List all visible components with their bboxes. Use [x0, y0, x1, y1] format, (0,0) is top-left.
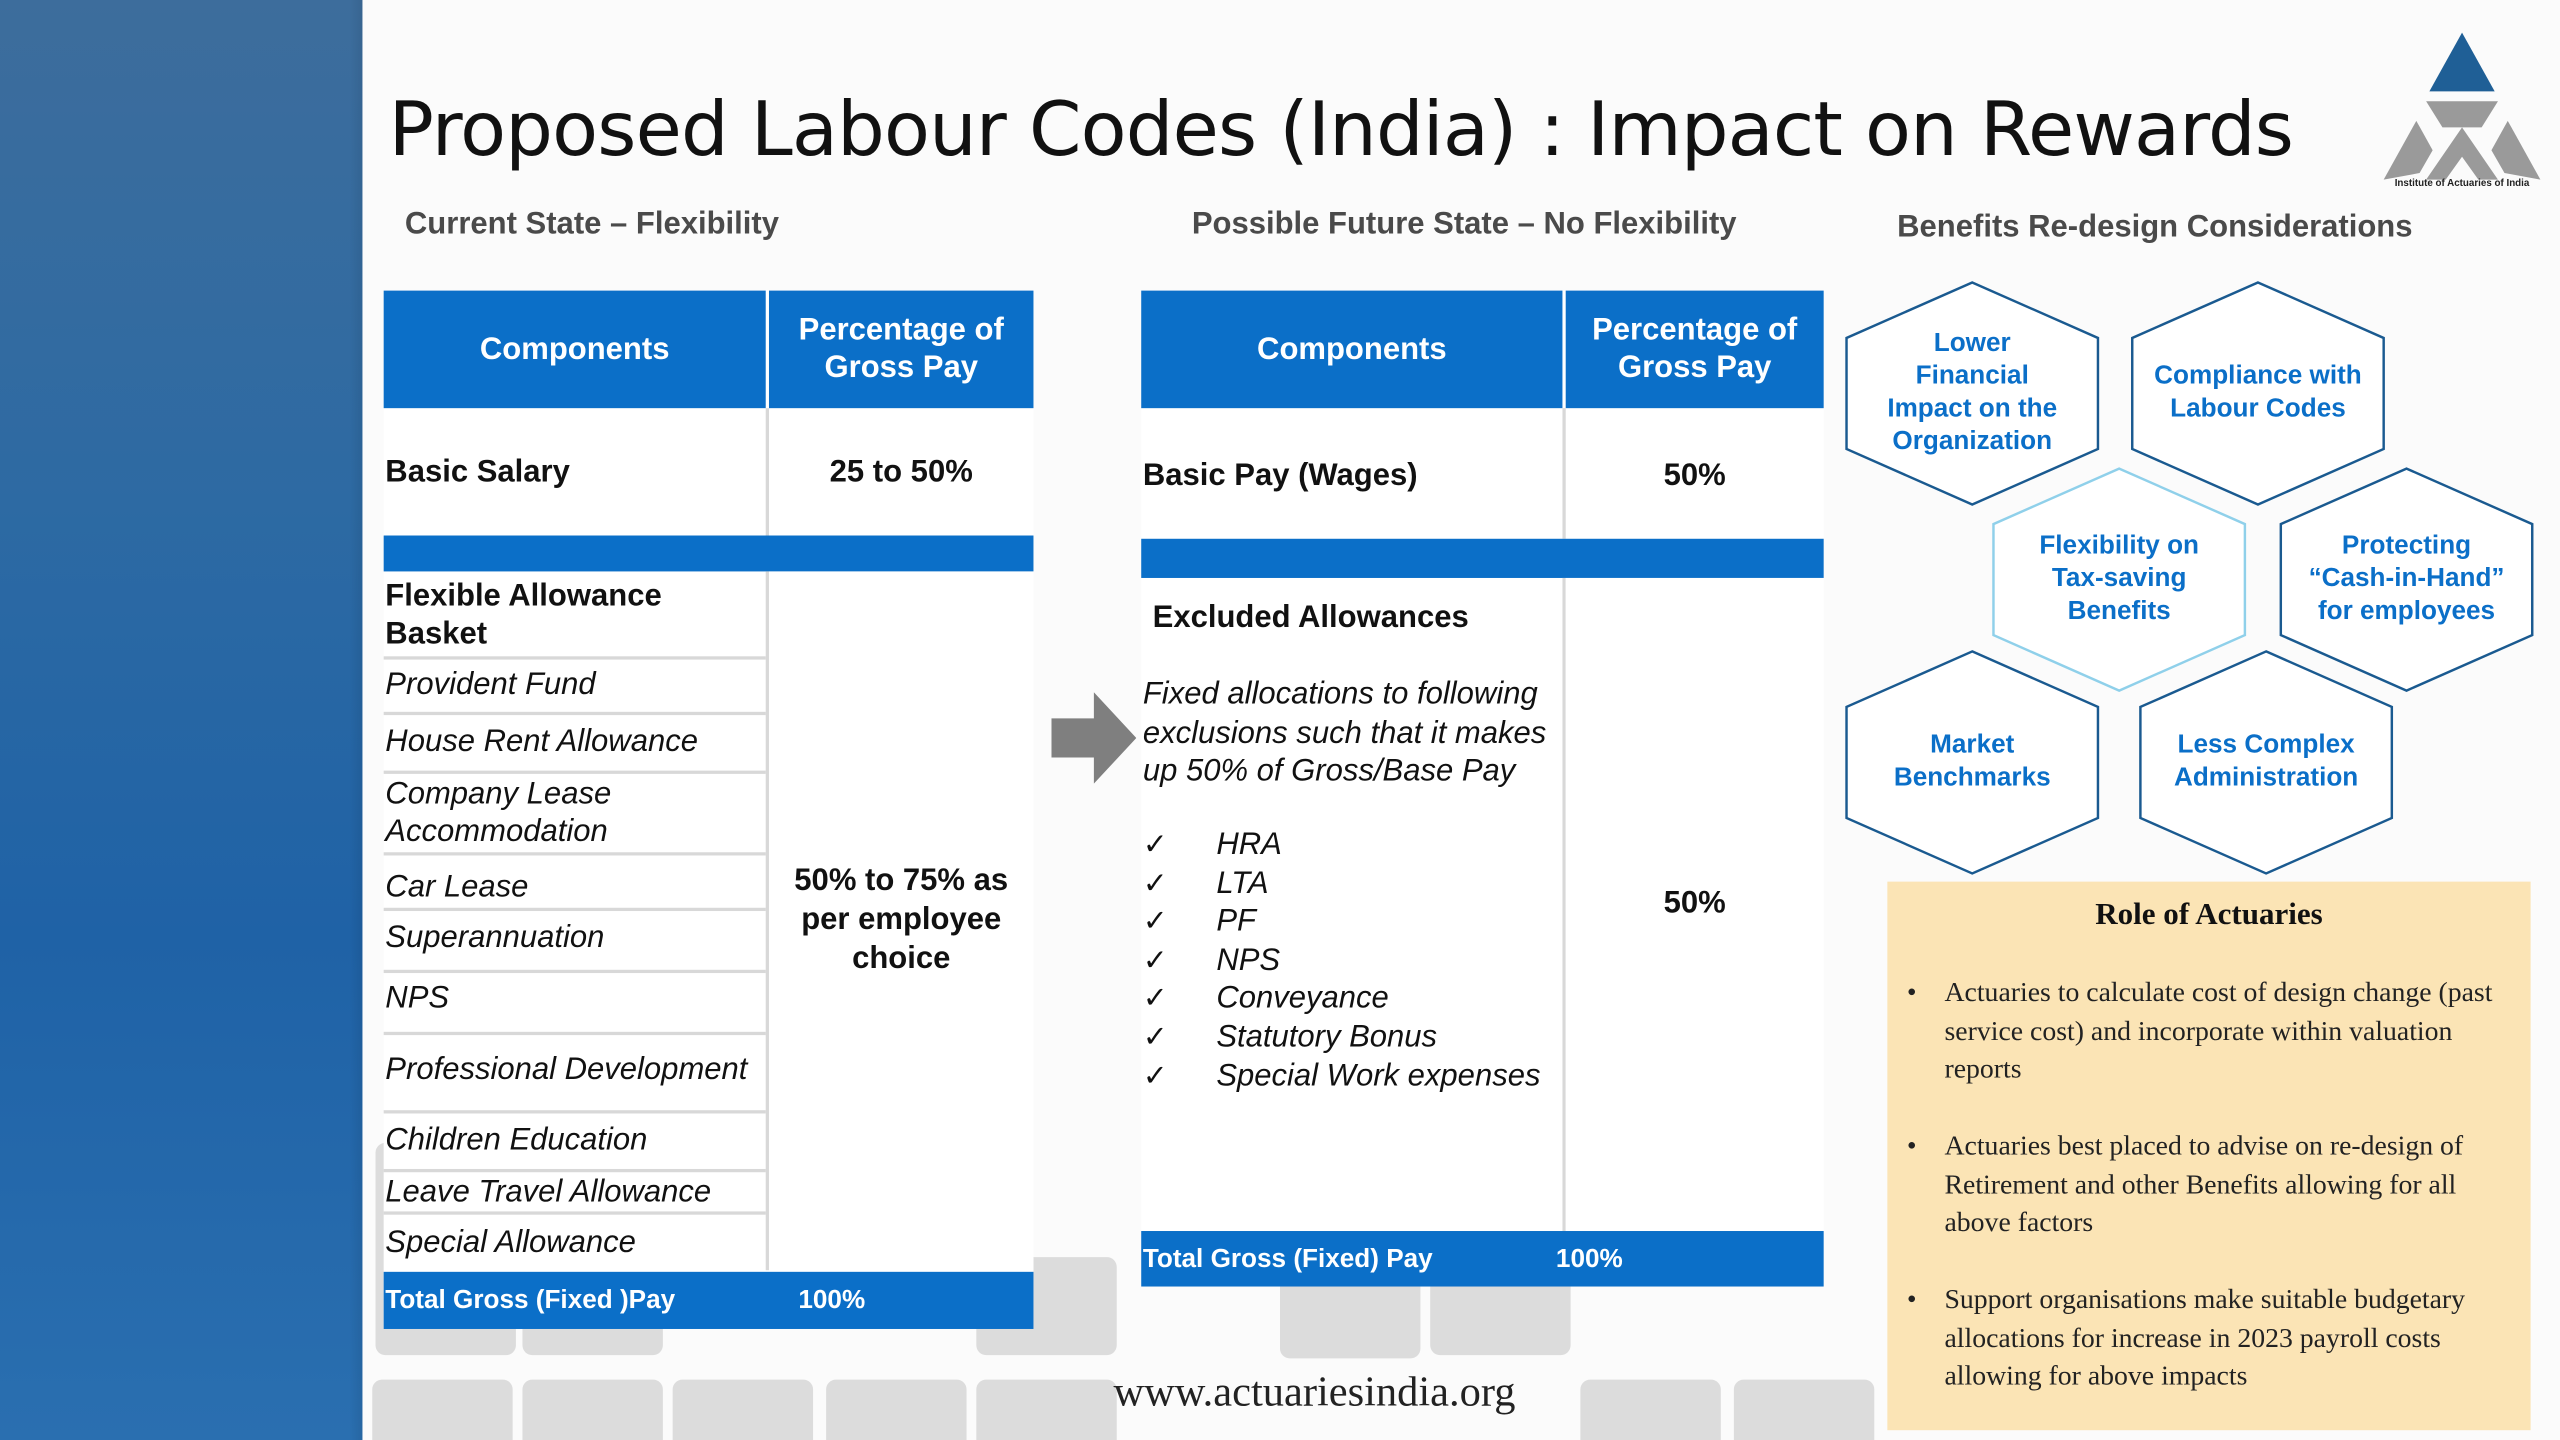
total-label: Total Gross (Fixed )Pay: [385, 1286, 676, 1315]
column-header-components: Components: [1141, 291, 1562, 409]
benefit-hexagon: [1845, 650, 2100, 875]
checkmark-icon: ✓: [1142, 1058, 1168, 1092]
background-tile: [372, 1380, 512, 1440]
benefits-heading: Benefits Re-design Considerations: [1897, 210, 2413, 245]
role-item-text: Actuaries to calculate cost of design change (past service cost) and incorporate within valuation reports: [1944, 976, 2493, 1085]
row-divider: [384, 1032, 766, 1035]
basic-pay-value: 50%: [1566, 421, 1824, 532]
column-divider: [1562, 408, 1565, 539]
column-divider: [766, 408, 769, 535]
column-header-percentage: Percentage of Gross Pay: [769, 291, 1033, 409]
background-tile: [522, 1380, 662, 1440]
role-of-actuaries-box: [1887, 882, 2530, 1431]
role-title: Role of Actuaries: [2095, 897, 2323, 933]
basket-item: Car Lease: [385, 862, 764, 911]
basket-item: Provident Fund: [385, 656, 764, 712]
excluded-item-label: Statutory Bonus: [1216, 1020, 1438, 1055]
logo-caption: Institute of Actuaries of India: [2394, 179, 2530, 190]
row-divider: [384, 656, 766, 659]
total-label: Total Gross (Fixed) Pay: [1142, 1245, 1433, 1274]
basket-item: Children Education: [385, 1117, 764, 1163]
role-item-text: Support organisations make suitable budgetary allocations for increase in 2023 payroll costs allowing for above impacts: [1944, 1283, 2466, 1392]
benefit-hexagon: [2139, 650, 2394, 875]
website-url[interactable]: www.actuariesindia.org: [1113, 1368, 1516, 1416]
background-tile: [1734, 1380, 1874, 1440]
separator-bar: [384, 536, 1034, 572]
basket-value: 50% to 75% as per employee choice: [769, 571, 1033, 1270]
excluded-item-label: Special Work expenses: [1216, 1058, 1541, 1094]
arrow-right-icon: [1051, 692, 1136, 783]
basket-item: House Rent Allowance: [385, 712, 764, 771]
row-divider: [384, 1211, 766, 1214]
basic-pay-label: Basic Pay (Wages): [1143, 421, 1561, 532]
checkmark-icon: ✓: [1142, 827, 1168, 861]
checkmark-icon: ✓: [1142, 904, 1168, 938]
row-divider: [384, 908, 766, 911]
row-divider: [384, 970, 766, 973]
excluded-item-label: NPS: [1216, 943, 1281, 978]
current-state-heading: Current State – Flexibility: [404, 207, 779, 242]
total-row: [384, 1272, 1034, 1329]
bullet: •: [1906, 1283, 1917, 1315]
hexagon-label: Protecting “Cash-in-Hand” for employees: [2308, 532, 2505, 626]
excluded-item-label: Conveyance: [1216, 981, 1389, 1017]
total-value: 100%: [798, 1286, 866, 1315]
excluded-description: Fixed allocations to following exclusions such that it makes up 50% of Gross/Base Pay: [1142, 677, 1547, 789]
hexagon-label: Less Complex Administration: [2173, 731, 2359, 792]
column-header-components: Components: [384, 291, 766, 409]
bullet: •: [1906, 976, 1917, 1008]
basket-item: Company Lease Accommodation: [385, 771, 764, 856]
basket-item: NPS: [385, 967, 764, 1029]
checkmark-icon: ✓: [1142, 866, 1168, 899]
future-state-heading: Possible Future State – No Flexibility: [1191, 207, 1737, 242]
excluded-item-label: LTA: [1216, 866, 1269, 901]
basket-item: Superannuation: [385, 908, 764, 967]
hexagon-label: Flexibility on Tax-saving Benefits: [2039, 532, 2200, 626]
basic-salary-label: Basic Salary: [385, 421, 761, 525]
excluded-label: Excluded Allowances: [1153, 598, 1561, 640]
hexagon-label: Compliance with Labour Codes: [2154, 362, 2362, 423]
slide-title: Proposed Labour Codes (India) : Impact on Rewards: [388, 84, 2294, 174]
row-divider: [384, 1169, 766, 1172]
role-item-text: Actuaries best placed to advise on re-design of Retirement and other Benefits allowing for all above factors: [1944, 1129, 2464, 1238]
basket-item: Leave Travel Allowance: [385, 1169, 764, 1215]
row-divider: [384, 712, 766, 715]
basic-salary-value: 25 to 50%: [769, 421, 1033, 525]
bullet: •: [1906, 1129, 1917, 1161]
background-tile: [673, 1380, 813, 1440]
basket-label: Flexible Allowance Basket: [385, 575, 761, 657]
checkmark-icon: ✓: [1142, 943, 1168, 976]
total-row: [1141, 1231, 1823, 1287]
row-divider: [384, 1110, 766, 1113]
future-state-table: [1141, 291, 1823, 1287]
column-header-percentage: Percentage of Gross Pay: [1566, 291, 1824, 409]
background-tile: [826, 1380, 966, 1440]
excluded-item-label: HRA: [1216, 827, 1282, 863]
total-value: 100%: [1555, 1245, 1623, 1274]
excluded-item-label: PF: [1216, 904, 1256, 940]
hexagon-label: Lower Financial Impact on the Organization: [1887, 329, 2058, 456]
background-tile: [1580, 1380, 1720, 1440]
sidebar-panel: [0, 0, 362, 1440]
checkmark-icon: ✓: [1142, 981, 1168, 1015]
row-divider: [384, 852, 766, 855]
row-divider: [384, 771, 766, 774]
basket-item: Professional Development: [385, 1029, 764, 1111]
checkmark-icon: ✓: [1142, 1020, 1168, 1054]
basket-item: Special Allowance: [385, 1218, 764, 1267]
current-state-table: [384, 291, 1034, 1329]
background-tile: [976, 1380, 1116, 1440]
institute-logo-icon: [2377, 20, 2547, 196]
hexagon-label: Market Benchmarks: [1893, 731, 2051, 792]
excluded-value: 50%: [1566, 578, 1824, 1231]
separator-bar: [1141, 539, 1823, 578]
